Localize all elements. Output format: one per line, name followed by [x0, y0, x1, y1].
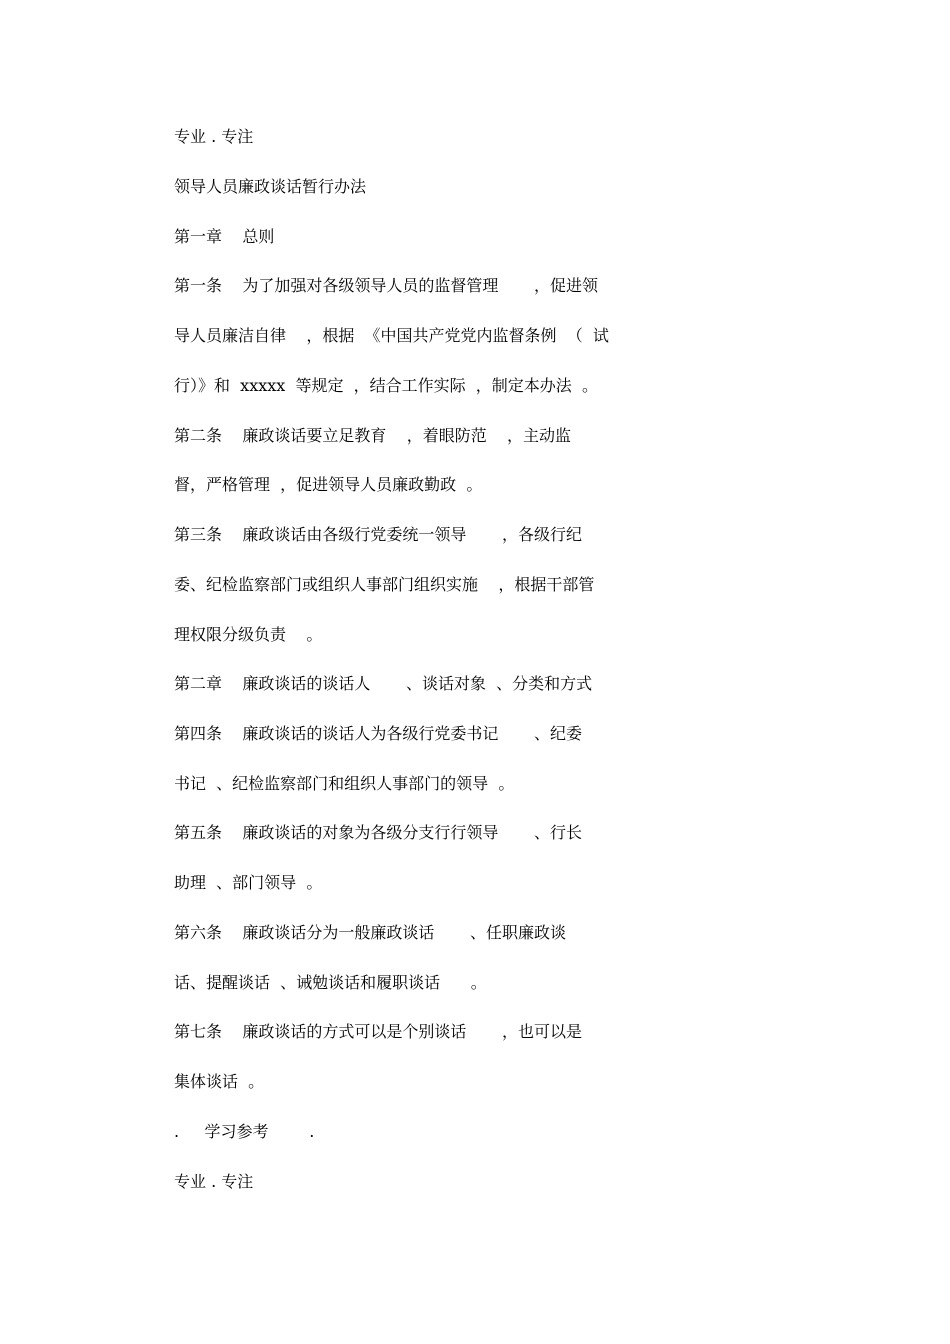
body-line: 行）》和 xxxxx 等规定 ，结合工作实际 ，制定本办法 。: [174, 376, 598, 395]
body-line: 第五条 廉政谈话的对象为各级分支行行领导 、行长: [174, 823, 582, 842]
body-line: 委、纪检监察部门或组织人事部门组织实施 ，根据干部管: [174, 575, 595, 594]
body-line: 导人员廉洁自律 ，根据 《中国共产党党内监督条例 （ 试: [174, 326, 609, 345]
body-line: 第二条 廉政谈话要立足教育 ，着眼防范 ，主动监: [174, 426, 572, 445]
document-title: 领导人员廉政谈话暂行办法: [174, 177, 367, 196]
page-footer-reference: . 学习参考 .: [174, 1122, 315, 1141]
body-line: 第四条 廉政谈话的谈话人为各级行党委书记 、纪委: [174, 724, 582, 743]
body-line: 第一条 为了加强对各级领导人员的监督管理 ，促进领: [174, 276, 598, 295]
body-line: 理权限分级负责 。: [174, 625, 323, 644]
body-line: 助理 、部门领导 。: [174, 873, 323, 892]
body-line: 第七条 廉政谈话的方式可以是个别谈话 ，也可以是: [174, 1022, 582, 1041]
body-line: 话、提醒谈话 、诫勉谈话和履职谈话 。: [174, 973, 487, 992]
body-line: 第三条 廉政谈话由各级行党委统一领导 ，各级行纪: [174, 525, 582, 544]
chapter-heading: 第一章 总则: [174, 227, 275, 246]
body-line: 集体谈话 。: [174, 1072, 265, 1091]
body-line: 督，严格管理 ，促进领导人员廉政勤政 。: [174, 475, 483, 494]
body-line: 第六条 廉政谈话分为一般廉政谈话 、任职廉政谈: [174, 923, 566, 942]
chapter-heading: 第二章 廉政谈话的谈话人 、谈话对象 、分类和方式: [174, 674, 593, 693]
body-line: 书记 、纪检监察部门和组织人事部门的领导 。: [174, 774, 515, 793]
page-header: 专业 . 专注: [174, 127, 254, 146]
page-header: 专业 . 专注: [174, 1172, 254, 1191]
